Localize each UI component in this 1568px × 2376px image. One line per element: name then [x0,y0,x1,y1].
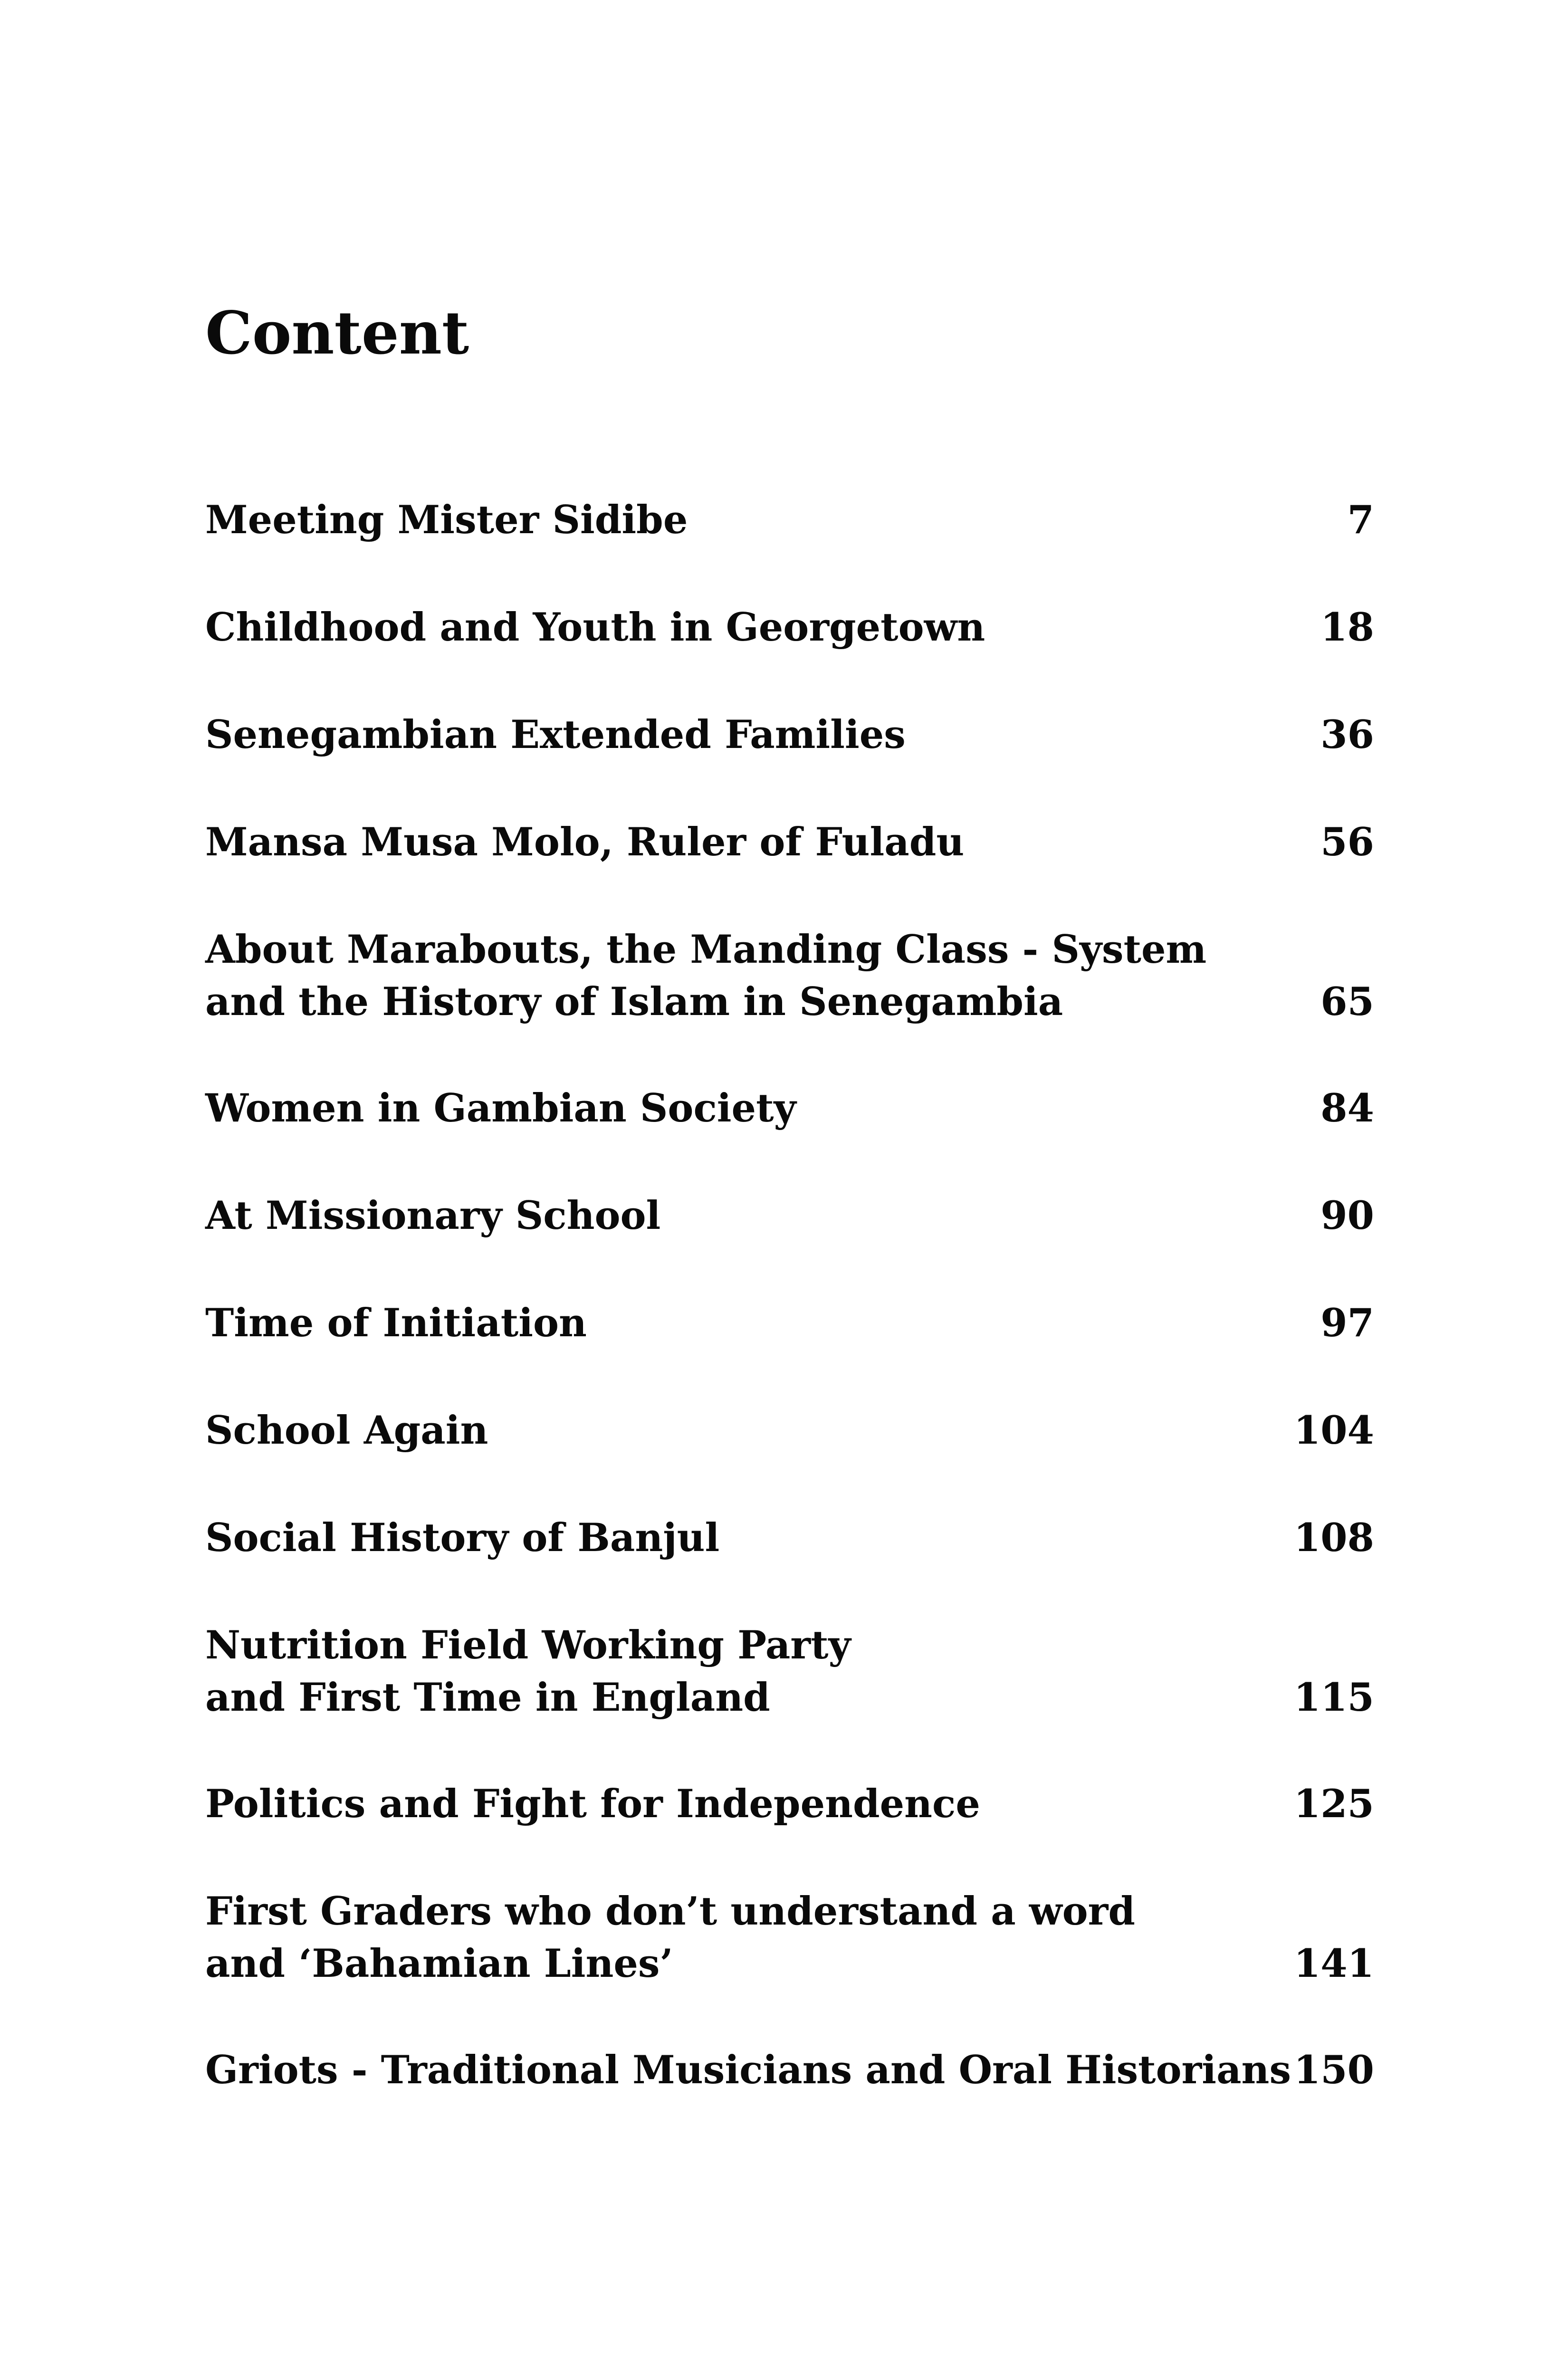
toc-entry [205,1886,1374,1990]
toc-entry-title-line: At Missionary School [205,1193,661,1238]
toc-entry-title [205,1886,1232,1990]
toc-entry [205,1297,1374,1350]
toc-entry-page-number: 65 [1320,979,1374,1025]
toc-entry-title [205,602,1232,654]
toc-entry-title [205,2044,1291,2097]
toc-entry [205,1083,1374,1135]
toc-entry [205,1190,1374,1242]
toc-entry-title [205,1778,1232,1830]
toc-entry [205,494,1374,546]
toc-entry [205,816,1374,869]
toc-entry-title-line: About Marabouts, the Manding Class - System [205,927,1207,972]
toc-entry-title-line: Meeting Mister Sidibe [205,498,688,543]
toc-entry [205,1405,1374,1457]
toc-entry-page-number: 150 [1293,2048,1374,2093]
toc-entry-page-number: 141 [1293,1941,1374,1986]
toc-entry-title [205,494,1232,546]
toc-entry-page-number: 84 [1320,1086,1374,1131]
toc-entry-page-number: 36 [1320,712,1374,757]
toc-entry-title [205,1512,1232,1564]
toc-entry-page-number: 7 [1347,498,1374,543]
toc-entry-page-number: 108 [1293,1515,1374,1561]
toc-entry-title-line: and First Time in England [205,1675,770,1720]
toc-entry-title-line: Senegambian Extended Families [205,712,906,757]
toc-entry-title [205,1619,1232,1724]
toc-entry-page-number: 115 [1293,1675,1374,1720]
toc-entry-title [205,1297,1232,1350]
toc-entry-title [205,709,1232,761]
toc-entry-title-line: Nutrition Field Working Party [205,1623,851,1668]
toc-entry [205,709,1374,761]
toc-entry-title-line: and the History of Islam in Senegambia [205,979,1063,1025]
toc-entry-title [205,1405,1232,1457]
toc-entry-page-number: 104 [1293,1408,1374,1453]
toc-entry-page-number: 56 [1320,820,1374,865]
toc-entry [205,1778,1374,1830]
toc-entry-title [205,1190,1232,1242]
toc-entry-title [205,1083,1232,1135]
toc-entry-title-line: Social History of Banjul [205,1515,720,1561]
toc-entry-title-line: Mansa Musa Molo, Ruler of Fuladu [205,820,965,865]
toc-entry-title-line: and ‘Bahamian Lines’ [205,1941,673,1986]
toc-entry-title-line: Politics and Fight for Independence [205,1782,980,1827]
toc-entry [205,1619,1374,1724]
toc-entry [205,602,1374,654]
toc-entry [205,1512,1374,1564]
toc-entry-title-line: Childhood and Youth in Georgetown [205,605,985,650]
toc-entry [205,2044,1374,2097]
toc-entry-title [205,816,1232,869]
toc-entry-page-number: 125 [1293,1782,1374,1827]
toc-entry-title-line: Griots - Traditional Musicians and Oral Historians [205,2048,1291,2093]
toc-entry-title-line: Time of Initiation [205,1301,587,1346]
toc-entry-page-number: 90 [1320,1193,1374,1238]
toc-entry-title [205,924,1232,1028]
page-title: Content [205,299,469,368]
toc-entry-title-line: School Again [205,1408,488,1453]
toc-entry-page-number: 18 [1320,605,1374,650]
toc-entry-title-line: Women in Gambian Society [205,1086,796,1131]
toc-entry-title-line: First Graders who don’t understand a word [205,1889,1135,1934]
toc-entry [205,924,1374,1028]
toc-entry-page-number: 97 [1320,1301,1374,1346]
